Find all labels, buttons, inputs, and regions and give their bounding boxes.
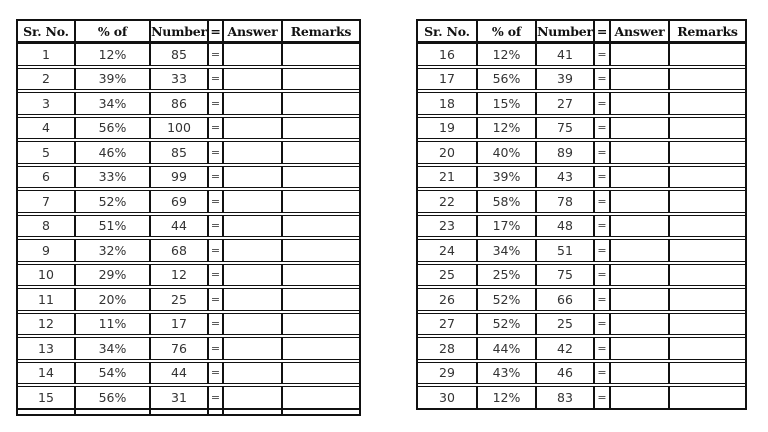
percent-cell: 34% [76, 338, 151, 359]
header-row [418, 21, 745, 43]
table-row [418, 386, 745, 408]
percent-cell: 52% [478, 314, 537, 335]
equals-cell: = [595, 363, 611, 384]
percent-cell: 25% [478, 265, 537, 286]
sr-no-cell: 4 [18, 118, 76, 139]
sr-no-cell: 13 [18, 338, 76, 359]
table-row [418, 215, 745, 237]
percent-cell: 20% [76, 289, 151, 310]
equals-cell: = [595, 216, 611, 237]
equals-cell: = [595, 191, 611, 212]
table-row [18, 288, 359, 310]
footer-cell [151, 410, 209, 414]
number-cell: 85 [151, 44, 209, 65]
answer-cell[interactable] [611, 314, 670, 335]
answer-cell[interactable] [224, 69, 283, 90]
table-row [418, 117, 745, 139]
table-row [418, 239, 745, 261]
answer-cell[interactable] [224, 240, 283, 261]
number-cell: 51 [537, 240, 595, 261]
number-cell: 41 [537, 44, 595, 65]
percent-cell: 56% [478, 69, 537, 90]
percent-cell: 34% [76, 93, 151, 114]
answer-cell[interactable] [611, 289, 670, 310]
header-number: Number [151, 21, 209, 41]
remarks-cell[interactable] [283, 289, 359, 310]
number-cell: 39 [537, 69, 595, 90]
answer-cell[interactable] [611, 387, 670, 408]
equals-cell: = [595, 69, 611, 90]
table-row [18, 68, 359, 90]
number-cell: 69 [151, 191, 209, 212]
table-row [18, 239, 359, 261]
sr-no-cell: 24 [418, 240, 478, 261]
remarks-cell[interactable] [283, 191, 359, 212]
remarks-cell[interactable] [283, 240, 359, 261]
remarks-cell[interactable] [283, 44, 359, 65]
remarks-cell[interactable] [283, 93, 359, 114]
header-equals: = [595, 21, 611, 41]
sr-no-cell: 15 [18, 387, 76, 408]
table-row [18, 362, 359, 384]
sr-no-cell: 21 [418, 167, 478, 188]
table-row [418, 337, 745, 359]
percent-cell: 56% [76, 118, 151, 139]
equals-cell: = [209, 216, 224, 237]
sr-no-cell: 1 [18, 44, 76, 65]
number-cell: 33 [151, 69, 209, 90]
table-row [18, 117, 359, 139]
percent-cell: 11% [76, 314, 151, 335]
number-cell: 27 [537, 93, 595, 114]
header-sr-no: Sr. No. [18, 21, 76, 41]
equals-cell: = [209, 44, 224, 65]
header-row [18, 21, 359, 43]
answer-cell[interactable] [224, 338, 283, 359]
equals-cell: = [595, 314, 611, 335]
answer-cell[interactable] [224, 289, 283, 310]
header-equals: = [209, 21, 224, 41]
answer-cell[interactable] [611, 191, 670, 212]
remarks-cell[interactable] [283, 363, 359, 384]
sr-no-cell: 26 [418, 289, 478, 310]
equals-cell: = [595, 387, 611, 408]
footer-cell [18, 410, 76, 414]
equals-cell: = [595, 44, 611, 65]
number-cell: 25 [537, 314, 595, 335]
table-row [418, 92, 745, 114]
answer-cell[interactable] [611, 265, 670, 286]
table-row [418, 264, 745, 286]
sr-no-cell: 5 [18, 142, 76, 163]
percent-cell: 51% [76, 216, 151, 237]
remarks-cell[interactable] [283, 69, 359, 90]
number-cell: 99 [151, 167, 209, 188]
footer-cell [209, 410, 224, 414]
number-cell: 86 [151, 93, 209, 114]
sr-no-cell: 8 [18, 216, 76, 237]
remarks-cell[interactable] [283, 167, 359, 188]
remarks-cell[interactable] [670, 118, 745, 139]
remarks-cell[interactable] [670, 338, 745, 359]
answer-cell[interactable] [224, 265, 283, 286]
number-cell: 75 [537, 265, 595, 286]
answer-cell[interactable] [224, 191, 283, 212]
remarks-cell[interactable] [670, 167, 745, 188]
answer-cell[interactable] [224, 314, 283, 335]
header-answer: Answer [611, 21, 670, 41]
equals-cell: = [209, 93, 224, 114]
sr-no-cell: 11 [18, 289, 76, 310]
number-cell: 17 [151, 314, 209, 335]
sr-no-cell: 10 [18, 265, 76, 286]
answer-cell[interactable] [611, 240, 670, 261]
percent-cell: 12% [478, 118, 537, 139]
sr-no-cell: 6 [18, 167, 76, 188]
percent-cell: 15% [478, 93, 537, 114]
remarks-cell[interactable] [670, 240, 745, 261]
sr-no-cell: 27 [418, 314, 478, 335]
answer-cell[interactable] [611, 118, 670, 139]
number-cell: 75 [537, 118, 595, 139]
remarks-cell[interactable] [670, 289, 745, 310]
percent-cell: 40% [478, 142, 537, 163]
sr-no-cell: 28 [418, 338, 478, 359]
remarks-cell[interactable] [670, 69, 745, 90]
number-cell: 76 [151, 338, 209, 359]
number-cell: 100 [151, 118, 209, 139]
percent-cell: 34% [478, 240, 537, 261]
sr-no-cell: 12 [18, 314, 76, 335]
table-row [18, 264, 359, 286]
percent-cell: 29% [76, 265, 151, 286]
answer-cell[interactable] [224, 216, 283, 237]
equals-cell: = [595, 240, 611, 261]
remarks-cell[interactable] [283, 338, 359, 359]
sr-no-cell: 20 [418, 142, 478, 163]
number-cell: 43 [537, 167, 595, 188]
worksheet-table-left [16, 19, 361, 416]
remarks-cell[interactable] [670, 142, 745, 163]
number-cell: 31 [151, 387, 209, 408]
equals-cell: = [595, 118, 611, 139]
equals-cell: = [595, 338, 611, 359]
percent-cell: 46% [76, 142, 151, 163]
number-cell: 42 [537, 338, 595, 359]
sr-no-cell: 9 [18, 240, 76, 261]
number-cell: 89 [537, 142, 595, 163]
equals-cell: = [595, 265, 611, 286]
remarks-cell[interactable] [670, 387, 745, 408]
sr-no-cell: 19 [418, 118, 478, 139]
answer-cell[interactable] [224, 142, 283, 163]
number-cell: 12 [151, 265, 209, 286]
number-cell: 44 [151, 216, 209, 237]
sr-no-cell: 2 [18, 69, 76, 90]
table-row [18, 166, 359, 188]
number-cell: 83 [537, 387, 595, 408]
table-row [18, 215, 359, 237]
header-answer: Answer [224, 21, 283, 41]
percent-cell: 56% [76, 387, 151, 408]
remarks-cell[interactable] [283, 314, 359, 335]
equals-cell: = [209, 338, 224, 359]
remarks-cell[interactable] [670, 44, 745, 65]
equals-cell: = [595, 167, 611, 188]
percent-cell: 12% [478, 44, 537, 65]
answer-cell[interactable] [611, 142, 670, 163]
equals-cell: = [209, 363, 224, 384]
equals-cell: = [209, 118, 224, 139]
remarks-cell[interactable] [283, 216, 359, 237]
sr-no-cell: 3 [18, 93, 76, 114]
answer-cell[interactable] [224, 387, 283, 408]
percent-cell: 33% [76, 167, 151, 188]
number-cell: 46 [537, 363, 595, 384]
remarks-cell[interactable] [670, 265, 745, 286]
remarks-cell[interactable] [670, 93, 745, 114]
header-remarks: Remarks [677, 23, 738, 39]
answer-cell[interactable] [611, 44, 670, 65]
number-cell: 44 [151, 363, 209, 384]
answer-cell[interactable] [224, 167, 283, 188]
table-row [418, 362, 745, 384]
answer-cell[interactable] [611, 167, 670, 188]
equals-cell: = [595, 93, 611, 114]
percent-cell: 39% [478, 167, 537, 188]
equals-cell: = [209, 191, 224, 212]
sr-no-cell: 29 [418, 363, 478, 384]
answer-cell[interactable] [224, 93, 283, 114]
header-number: Number [537, 21, 595, 41]
answer-cell[interactable] [224, 363, 283, 384]
remarks-cell[interactable] [670, 191, 745, 212]
remarks-cell[interactable] [283, 265, 359, 286]
percent-cell: 44% [478, 338, 537, 359]
sr-no-cell: 23 [418, 216, 478, 237]
table-row [418, 313, 745, 335]
table-row [18, 141, 359, 163]
table-row [418, 43, 745, 65]
answer-cell[interactable] [611, 69, 670, 90]
number-cell: 66 [537, 289, 595, 310]
remarks-cell[interactable] [670, 314, 745, 335]
table-footer-rule [18, 408, 359, 414]
equals-cell: = [209, 69, 224, 90]
sr-no-cell: 16 [418, 44, 478, 65]
equals-cell: = [209, 387, 224, 408]
answer-cell[interactable] [224, 44, 283, 65]
sr-no-cell: 14 [18, 363, 76, 384]
answer-cell[interactable] [611, 216, 670, 237]
equals-cell: = [595, 142, 611, 163]
number-cell: 68 [151, 240, 209, 261]
number-cell: 25 [151, 289, 209, 310]
header-sr-no: Sr. No. [418, 21, 478, 41]
equals-cell: = [209, 265, 224, 286]
sr-no-cell: 17 [418, 69, 478, 90]
table-row [418, 68, 745, 90]
remarks-cell[interactable] [670, 363, 745, 384]
table-row [418, 141, 745, 163]
equals-cell: = [209, 142, 224, 163]
equals-cell: = [209, 240, 224, 261]
number-cell: 85 [151, 142, 209, 163]
percent-cell: 32% [76, 240, 151, 261]
percent-cell: 12% [76, 44, 151, 65]
number-cell: 78 [537, 191, 595, 212]
header-remarks: Remarks [290, 23, 352, 39]
percent-cell: 52% [76, 191, 151, 212]
table-row [18, 92, 359, 114]
table-row [18, 337, 359, 359]
sr-no-cell: 18 [418, 93, 478, 114]
table-row [18, 386, 359, 408]
percent-cell: 39% [76, 69, 151, 90]
remarks-cell[interactable] [283, 387, 359, 408]
footer-cell [76, 410, 151, 414]
sr-no-cell: 7 [18, 191, 76, 212]
table-row [18, 43, 359, 65]
equals-cell: = [595, 289, 611, 310]
worksheet-table-right [416, 19, 747, 410]
number-cell: 48 [537, 216, 595, 237]
sr-no-cell: 22 [418, 191, 478, 212]
equals-cell: = [209, 289, 224, 310]
answer-cell[interactable] [611, 338, 670, 359]
remarks-cell[interactable] [670, 216, 745, 237]
percent-cell: 54% [76, 363, 151, 384]
answer-cell[interactable] [611, 363, 670, 384]
equals-cell: = [209, 167, 224, 188]
footer-cell [283, 410, 359, 414]
percent-cell: 17% [478, 216, 537, 237]
equals-cell: = [209, 314, 224, 335]
footer-cell [224, 410, 283, 414]
remarks-cell[interactable] [283, 118, 359, 139]
sr-no-cell: 30 [418, 387, 478, 408]
table-row [18, 313, 359, 335]
header-percent-of: % of [478, 21, 537, 41]
table-row [18, 190, 359, 212]
percent-cell: 43% [478, 363, 537, 384]
percent-cell: 58% [478, 191, 537, 212]
percent-cell: 12% [478, 387, 537, 408]
sr-no-cell: 25 [418, 265, 478, 286]
table-row [418, 190, 745, 212]
table-row [418, 288, 745, 310]
percent-cell: 52% [478, 289, 537, 310]
answer-cell[interactable] [224, 118, 283, 139]
table-row [418, 166, 745, 188]
remarks-cell[interactable] [283, 142, 359, 163]
header-percent-of: % of [76, 21, 151, 41]
answer-cell[interactable] [611, 93, 670, 114]
